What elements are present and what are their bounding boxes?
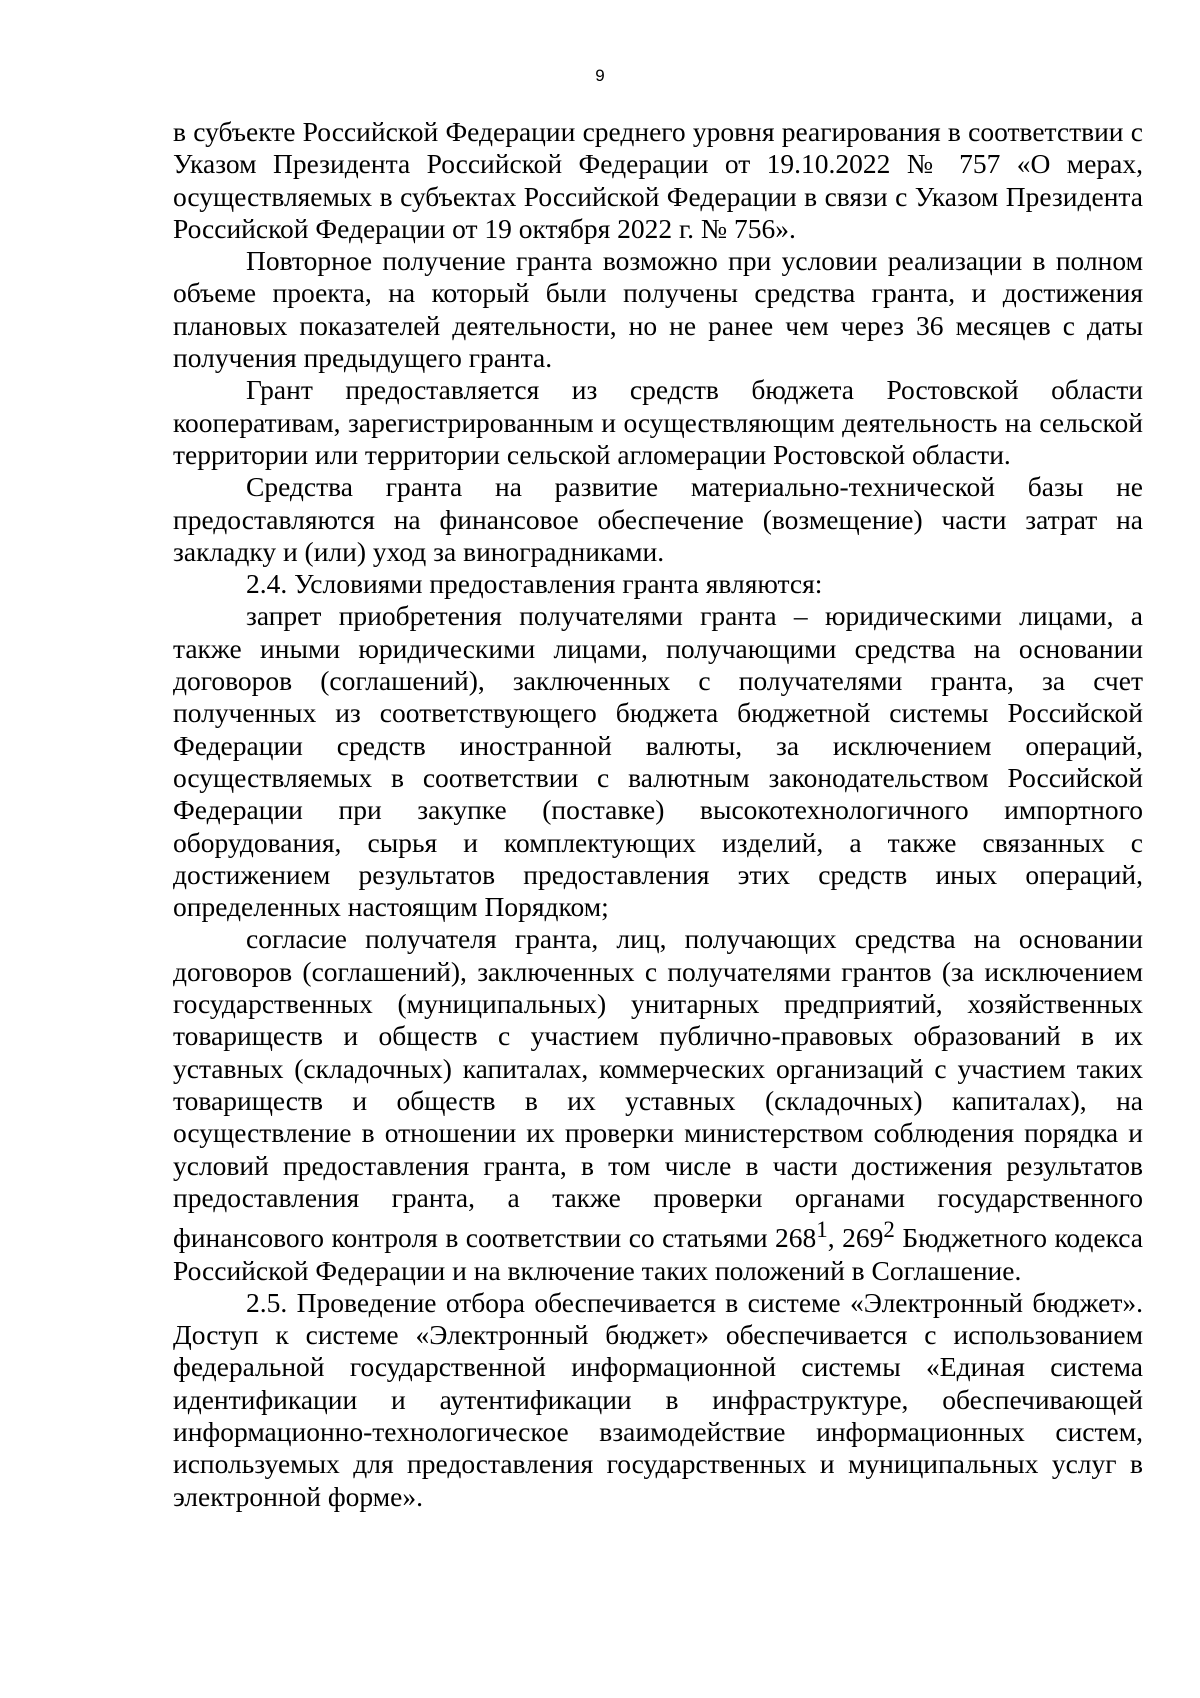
paragraph-continuation: в субъекте Российской Федерации среднего уровня реагирования в соответствии с Указом Президента Российской Федерации от 19.10.2022 № 757 «О мерах, осуществляемых в субъектах Российской Федерации в связи с Указом Президента Российской Федерации от 19 октября 2022 г. № 756». [173, 116, 1143, 244]
paragraph-currency-ban: запрет приобретения получателями гранта – юридическими лицами, а также иными юридическими лицами, получающими средства на основании договоров (соглашений), заключенных с получателями гранта, за счет полученных из соответствующего бюджета бюджетной системы Российской Федерации средств иностранной валюты, за исключением операций, осуществляемых в соответствии с валютным законодательством Российской Федерации при закупке (поставке) высокотехнологичного импортного оборудования, сырья и комплектующих изделий, а также связанных с достижением результатов предоставления этих средств иных операций, определенных настоящим Порядком; [173, 600, 1143, 923]
paragraph-grant-restriction: Средства гранта на развитие материально-технической базы не предоставляются на финансовое обеспечение (возмещение) части затрат на закладку и (или) уход за виноградниками. [173, 471, 1143, 567]
consent-text-middle: , 269 [827, 1222, 884, 1254]
page-number: 9 [595, 66, 605, 85]
section-2-4-heading: 2.4. Условиями предоставления гранта являются: [246, 568, 823, 600]
footnote-superscript: 1 [816, 1217, 828, 1243]
paragraph-grant-source: Грант предоставляется из средств бюджета Ростовской области кооперативам, зарегистрированным и осуществляющим деятельность на сельской территории или территории сельской агломерации Ростовской области. [173, 374, 1143, 470]
consent-text-before: согласие получателя гранта, лиц, получающих средства на основании договоров (соглашений), заключенных с получателями грантов (за исключением государственных (муниципальных) унитарных предприятий, хозяйственных товариществ и обществ с участием публично-правовых образований в их уставных (складочных) капиталах, коммерческих организаций с участием таких товариществ и обществ в их уставных (складочных) капиталах), на осуществление в отношении их проверки министерством соблюдения порядка и условий предоставления гранта, в том числе в части достижения результатов предоставления гранта, а также проверки органами государственного финансового контроля в соответствии со статьями 268 [173, 923, 1143, 1254]
paragraph-repeat-grant: Повторное получение гранта возможно при условии реализации в полном объеме проекта, на который были получены средства гранта, и достижения плановых показателей деятельности, но не ранее чем через 36 месяцев с даты получения предыдущего гранта. [173, 245, 1143, 374]
paragraph-consent [173, 923, 1143, 1286]
section-2-5-paragraph: 2.5. Проведение отбора обеспечивается в системе «Электронный бюджет». Доступ к системе «Электронный бюджет» обеспечивается с использованием федеральной государственной информационной системы «Единая система идентификации и аутентификации в инфраструктуре, обеспечивающей информационно-технологическое взаимодействие информационных систем, используемых для предоставления государственных и муниципальных услуг в электронной форме». [173, 1286, 1143, 1512]
document-body [173, 116, 1143, 1513]
footnote-superscript: 2 [883, 1217, 895, 1243]
consent-text-after: Бюджетного кодекса Российской Федерации и на включение таких положений в Соглашение. [173, 1222, 1143, 1286]
